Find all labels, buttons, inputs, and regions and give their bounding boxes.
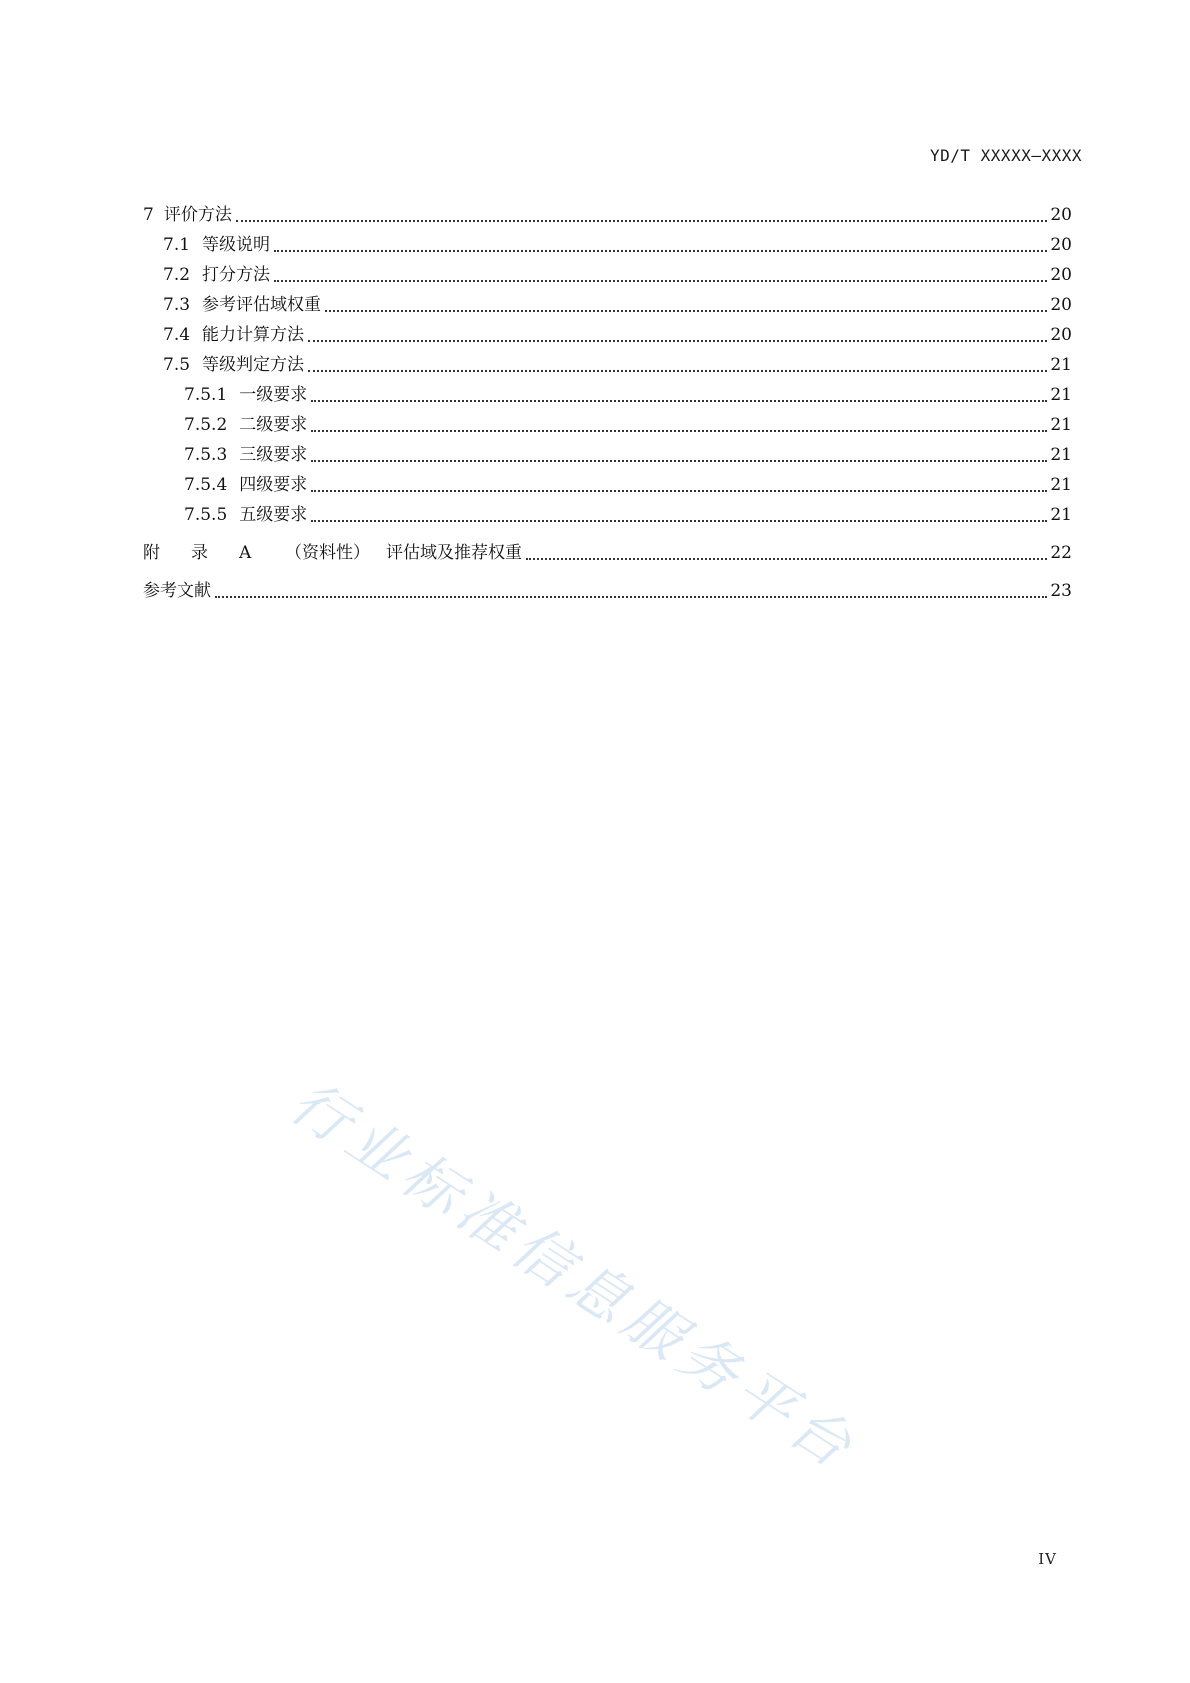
toc-entry-7-5-2[interactable]	[143, 410, 1072, 440]
toc-entry-page: 21	[1050, 355, 1072, 375]
toc-entry-number: 7.5.3	[184, 445, 228, 465]
toc-entry-7-5-3[interactable]	[143, 440, 1072, 470]
toc-entry-title: 评估域及推荐权重	[386, 543, 522, 563]
toc-entry-references[interactable]	[143, 576, 1072, 606]
toc-entry-7-4[interactable]	[143, 320, 1072, 350]
page-number: IV	[1038, 1550, 1057, 1568]
toc-entry-7-5-4[interactable]	[143, 470, 1072, 500]
toc-entry-page: 20	[1050, 325, 1072, 345]
toc-entry-number: 7.5	[163, 355, 191, 375]
toc-dot-leader	[311, 429, 1047, 432]
toc-dot-leader	[308, 369, 1047, 372]
watermark: 行业标准信息服务平台	[278, 1067, 870, 1485]
appendix-label-fu: 附	[143, 543, 160, 563]
toc-entry-page: 21	[1050, 385, 1072, 405]
toc-entry-page: 21	[1050, 445, 1072, 465]
toc-entry-title: 打分方法	[202, 265, 271, 285]
toc-entry-7[interactable]	[143, 200, 1072, 230]
toc-entry-number: 7.4	[163, 325, 191, 345]
toc-entry-7-5-5[interactable]	[143, 500, 1072, 530]
toc-entry-title: 参考评估域权重	[202, 295, 322, 315]
appendix-label-letter: A	[239, 543, 252, 563]
toc-entry-number: 7.3	[163, 295, 191, 315]
toc-entry-title: 三级要求	[239, 445, 308, 465]
toc-entry-7-5[interactable]	[143, 350, 1072, 380]
toc-entry-7-3[interactable]	[143, 290, 1072, 320]
toc-entry-page: 23	[1050, 581, 1072, 601]
toc-dot-leader	[311, 489, 1047, 492]
toc-entry-7-5-1[interactable]	[143, 380, 1072, 410]
toc-dot-leader	[311, 399, 1047, 402]
toc-entry-appendix-a[interactable]	[143, 538, 1072, 568]
toc-entry-number: 7	[143, 205, 154, 225]
toc-dot-leader	[325, 309, 1047, 312]
toc-entry-page: 20	[1050, 235, 1072, 255]
toc-dot-leader	[308, 339, 1047, 342]
toc-entry-number: 7.5.1	[184, 385, 228, 405]
toc-entry-title: 评价方法	[163, 205, 232, 225]
toc-entry-title: 等级说明	[202, 235, 271, 255]
toc-entry-page: 21	[1050, 505, 1072, 525]
toc-entry-page: 20	[1050, 205, 1072, 225]
toc-entry-7-2[interactable]	[143, 260, 1072, 290]
toc-dot-leader	[236, 219, 1047, 222]
toc-entry-number: 7.1	[163, 235, 191, 255]
toc-entry-page: 20	[1050, 295, 1072, 315]
toc-entry-number: 7.5.4	[184, 475, 228, 495]
toc-entry-page: 20	[1050, 265, 1072, 285]
appendix-label	[143, 538, 386, 568]
toc-entry-title: 参考文献	[143, 581, 211, 601]
toc-entry-title: 等级判定方法	[202, 355, 305, 375]
toc-entry-page: 21	[1050, 475, 1072, 495]
toc-dot-leader	[526, 557, 1047, 560]
toc-entry-number: 7.2	[163, 265, 191, 285]
toc-dot-leader	[215, 595, 1047, 598]
toc-entry-7-1[interactable]	[143, 230, 1072, 260]
toc-entry-page: 21	[1050, 415, 1072, 435]
appendix-type: （资料性）	[285, 543, 370, 563]
table-of-contents	[143, 200, 1072, 606]
appendix-label-lu: 录	[191, 543, 208, 563]
toc-dot-leader	[311, 519, 1047, 522]
toc-dot-leader	[274, 249, 1047, 252]
toc-entry-page: 22	[1050, 543, 1072, 563]
toc-entry-number: 7.5.5	[184, 505, 228, 525]
toc-entry-title: 能力计算方法	[202, 325, 305, 345]
toc-entry-title: 四级要求	[239, 475, 308, 495]
standard-code-header: YD/T XXXXX—XXXX	[930, 146, 1082, 165]
toc-entry-title: 二级要求	[239, 415, 308, 435]
toc-entry-title: 五级要求	[239, 505, 308, 525]
toc-entry-number: 7.5.2	[184, 415, 228, 435]
toc-entry-title: 一级要求	[239, 385, 308, 405]
toc-dot-leader	[274, 279, 1047, 282]
toc-dot-leader	[311, 459, 1047, 462]
